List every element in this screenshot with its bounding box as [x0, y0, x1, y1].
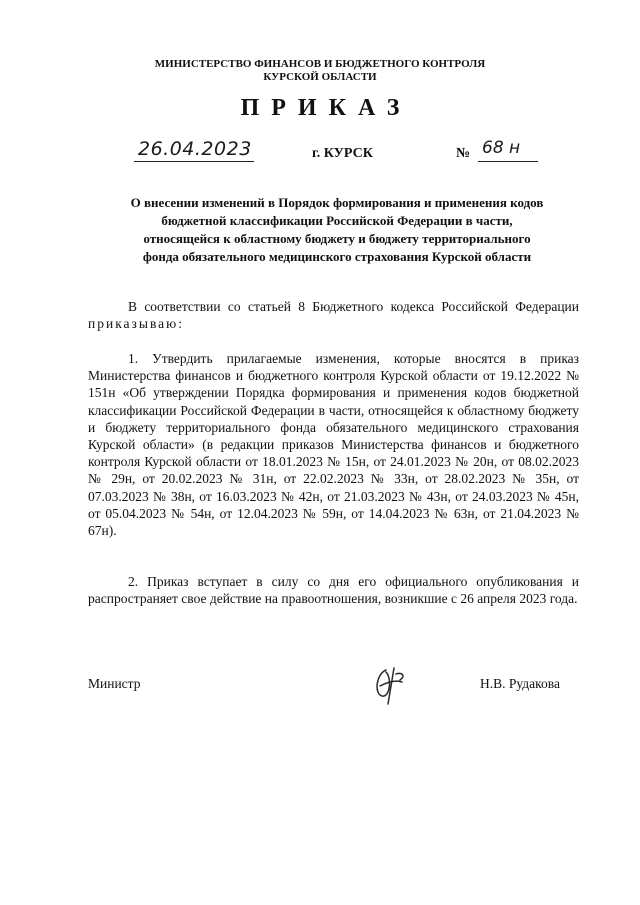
subject-line-1: О внесении изменений в Порядок формирования и применения кодов	[130, 195, 544, 210]
signature-mark	[368, 664, 410, 706]
subject-line-2: бюджетной классификации Российской Федерации в части,	[161, 213, 513, 228]
handwritten-date: 26.04.2023	[138, 138, 252, 160]
subject-line-3: относящейся к областному бюджету и бюджету территориального	[143, 231, 531, 246]
ministry-line-1: МИНИСТЕРСТВО ФИНАНСОВ И БЮДЖЕТНОГО КОНТРОЛЯ	[154, 58, 486, 70]
order-subject	[88, 194, 586, 266]
number-sign: №	[456, 146, 471, 161]
intro-paragraph	[88, 298, 579, 332]
signatory-name: Н.В. Рудакова	[480, 676, 560, 691]
signatory-title: Министр	[88, 676, 141, 691]
number-underline	[478, 161, 538, 162]
handwritten-number: 68 н	[482, 138, 521, 158]
date-underline	[134, 161, 254, 162]
paragraph-1: 1. Утвердить прилагаемые изменения, которые вносятся в приказ Министерства финансов и бюджетного контроля Курской области от 19.12.2022 № 151н «Об утверждении Порядка формирования и применения кодов бюджетной классификации Российской Федерации в части, относящейся к областному бюджету и бюджету территориального фонда обязательного медицинского страхования Курской области» (в редакции приказов Министерства финансов и бюджетного контроля Курской области от 18.01.2023 № 15н, от 24.01.2023 № 20н, от 08.02.2023 № 29н, от 20.02.2023 № 31н, от 22.02.2023 № 33н, от 28.02.2023 № 35н, от 07.03.2023 № 38н, от 16.03.2023 № 42н, от 21.03.2023 № 43н, от 24.03.2023 № 45н, от 05.04.2023 № 54н, от 12.04.2023 № 59н, от 14.04.2023 № 63н, от 21.04.2023 № 67н).	[88, 351, 579, 539]
order-keyword: приказываю:	[88, 316, 184, 332]
paragraph-2: 2. Приказ вступает в силу со дня его официального опубликования и распространяет свое действие на правоотношения, возникшие с 26 апреля 2023 года.	[88, 574, 579, 607]
ministry-header	[0, 58, 640, 84]
ministry-line-2: КУРСКОЙ ОБЛАСТИ	[263, 71, 377, 83]
document-type-title: ПРИКАЗ	[240, 95, 412, 121]
city-label: г. КУРСК	[312, 146, 373, 161]
intro-text: В соответствии со статьей 8 Бюджетного кодекса Российской Федерации	[128, 299, 579, 314]
subject-line-4: фонда обязательного медицинского страхования Курской области	[142, 249, 532, 264]
